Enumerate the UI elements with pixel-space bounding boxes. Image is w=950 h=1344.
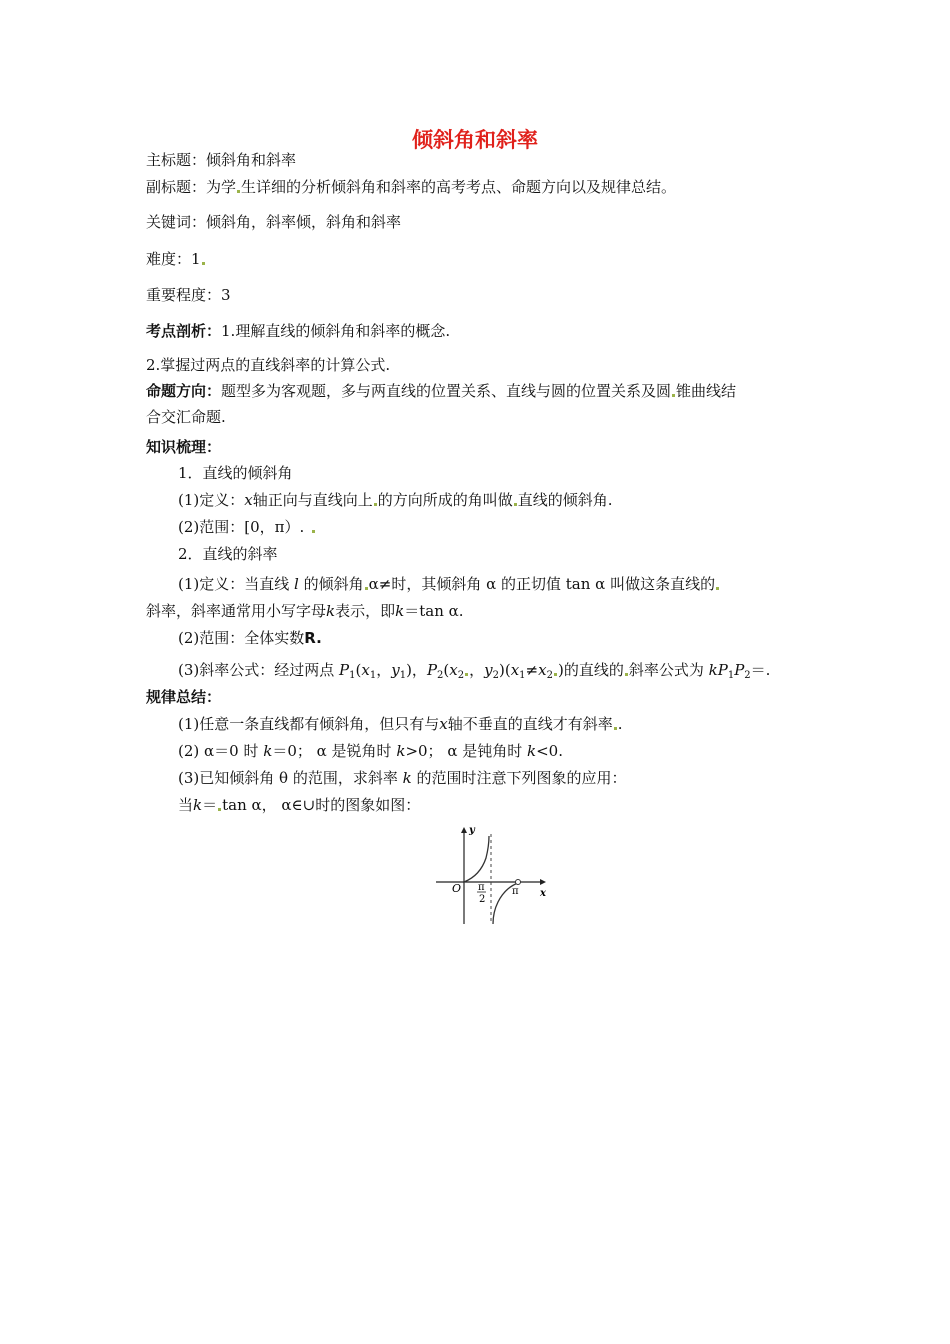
artifact-dot (672, 394, 675, 397)
direction-text-c: 合交汇命题. (146, 408, 226, 426)
k2-heading (178, 544, 278, 564)
keywords-label: 关键词： (146, 213, 207, 231)
k2-range (178, 628, 322, 648)
rule-1-b: 轴不垂直的直线才有斜率 (447, 715, 613, 733)
pi-half-numerator: π (478, 882, 485, 893)
x-axis-arrow (540, 879, 546, 885)
k2-def-e: 表示，即 (335, 602, 396, 620)
main-title-label: 主标题： (146, 151, 207, 169)
importance-value: 3 (221, 286, 231, 304)
direction-line (146, 381, 736, 401)
artifact-dot (465, 673, 468, 676)
rule-3-b: 的范围时注意下列图象的应用： (416, 769, 627, 787)
artifact-dot (374, 503, 377, 506)
artifact-dot (312, 530, 315, 533)
curve-left-branch (464, 836, 489, 882)
rule-3: (3)已知倾斜角 θ 的范围，求斜率 k 的范围时注意下列图象的应用： (178, 769, 627, 787)
rule-4-a: 当 (178, 796, 194, 814)
k2-def-k2: k (395, 602, 405, 620)
artifact-dot (202, 262, 205, 265)
k2-range-text: (2)范围：全体实数 (178, 629, 305, 647)
rule-4: 当k＝ tan α， α∈∪时的图象如图： (178, 796, 421, 814)
artifact-dot (554, 673, 557, 676)
k2-def-d: 斜率，斜率通常用小写字母 (146, 602, 327, 620)
tangent-graph (432, 824, 552, 928)
k2-definition-2 (146, 601, 464, 621)
direction-line-2 (146, 407, 226, 427)
main-title-value: 倾斜角和斜率 (206, 151, 297, 169)
knowledge-heading (146, 437, 221, 457)
rule-2-d: <0. (536, 742, 563, 760)
k2-def-c: α≠时，其倾斜角 α 的正切值 tan α 叫做这条直线的 (368, 575, 716, 593)
difficulty-line (146, 249, 206, 269)
subtitle-value-b: 生详细的分析倾斜角和斜率的高考考点、命题方向以及规律总结。 (241, 178, 677, 196)
k1-range (178, 517, 316, 537)
artifact-dot (514, 503, 517, 506)
y-axis-arrow (461, 827, 467, 833)
analysis-point-1: 1.理解直线的倾斜角和斜率的概念. (221, 322, 451, 340)
analysis-point-2-line (146, 355, 390, 375)
knowledge-label: 知识梳理： (146, 438, 222, 456)
x-axis-label: x (540, 888, 546, 899)
rule-2-a: (2) α＝0 时 (178, 742, 259, 760)
k2-def-a: (1)定义：当直线 (178, 575, 290, 593)
direction-text-b: 锥曲线结 (676, 382, 737, 400)
k1-def-b: 轴正向与直线向上 (252, 491, 373, 509)
k1-def-x: x (244, 491, 253, 509)
open-point-pi (516, 880, 521, 885)
k2-formula-a: (3)斜率公式：经过两点 (178, 661, 335, 679)
k2-definition (178, 574, 720, 594)
artifact-dot (625, 673, 628, 676)
importance-line (146, 285, 231, 305)
pi-label: π (512, 886, 519, 897)
rules-label: 规律总结： (146, 688, 222, 706)
rule-1-c: . (617, 715, 623, 733)
k1-range-text: (2)范围：[0，π）. (178, 518, 305, 536)
y-axis-label: y (469, 825, 475, 836)
pi-half-denominator: 2 (479, 894, 486, 905)
keywords-line (146, 212, 401, 232)
artifact-dot (716, 587, 719, 590)
rule-2-c: >0； α 是钝角时 (405, 742, 523, 760)
direction-text-a: 题型多为客观题，多与两直线的位置关系、直线与圆的位置关系及圆 (221, 382, 672, 400)
k2-def-k: k (326, 602, 336, 620)
artifact-dot (614, 727, 617, 730)
rule-2-b: ＝0； α 是锐角时 (272, 742, 392, 760)
artifact-dot (237, 190, 240, 193)
origin-label: O (452, 882, 462, 895)
k1-heading (178, 463, 293, 483)
rule-1-x: x (439, 715, 448, 733)
k2-heading-text: 2．直线的斜率 (178, 545, 278, 563)
main-title-line (146, 150, 296, 170)
k1-def-d: 直线的倾斜角. (517, 491, 613, 509)
k1-definition (178, 490, 613, 510)
k2-formula-b: 的直线的 (563, 661, 624, 679)
k1-def-c: 的方向所成的角叫做 (377, 491, 513, 509)
analysis-line (146, 321, 450, 341)
rule-2: (2) α＝0 时 k＝0； α 是锐角时 k>0； α 是钝角时 k<0. (178, 742, 563, 760)
k1-def-a: (1)定义： (178, 491, 245, 509)
artifact-dot (365, 587, 368, 590)
keywords-value: 倾斜角，斜率倾，斜角和斜率 (206, 213, 402, 231)
rule-4-b: ＝ (202, 796, 218, 814)
k2-range-r: R. (304, 629, 322, 647)
document-title: 倾斜角和斜率 (412, 128, 538, 152)
direction-label: 命题方向： (146, 382, 222, 400)
artifact-dot (218, 808, 221, 811)
rule-3-a: (3)已知倾斜角 θ 的范围，求斜率 (178, 769, 398, 787)
k2-def-l: l (294, 575, 299, 593)
subtitle-label: 副标题： (146, 178, 207, 196)
rule-1 (178, 714, 623, 734)
k2-formula: (3)斜率公式：经过两点 $P_1(x_1$，$y_1$)，$P_2(x_2$ ，$y_2)(x_1\ne x_2$ )的直线的 斜率公式为 $kP_1P_2=$. (178, 661, 771, 681)
difficulty-value: 1 (191, 250, 201, 268)
k2-formula-d: ＝. (750, 661, 771, 679)
k2-def-b: 的倾斜角 (303, 575, 364, 593)
difficulty-label: 难度： (146, 250, 192, 268)
analysis-label: 考点剖析： (146, 322, 222, 340)
subtitle-value-a: 为学 (206, 178, 237, 196)
rule-4-c: tan α， α∈∪时的图象如图： (222, 796, 421, 814)
rules-heading (146, 687, 221, 707)
importance-label: 重要程度： (146, 286, 222, 304)
k1-heading-text: 1．直线的倾斜角 (178, 464, 293, 482)
subtitle-line (146, 177, 676, 197)
analysis-point-2: 2.掌握过两点的直线斜率的计算公式. (146, 356, 391, 374)
rule-1-a: (1)任意一条直线都有倾斜角，但只有与 (178, 715, 440, 733)
k2-formula-c: 斜率公式为 (628, 661, 704, 679)
k2-def-f: ＝tan α. (404, 602, 464, 620)
